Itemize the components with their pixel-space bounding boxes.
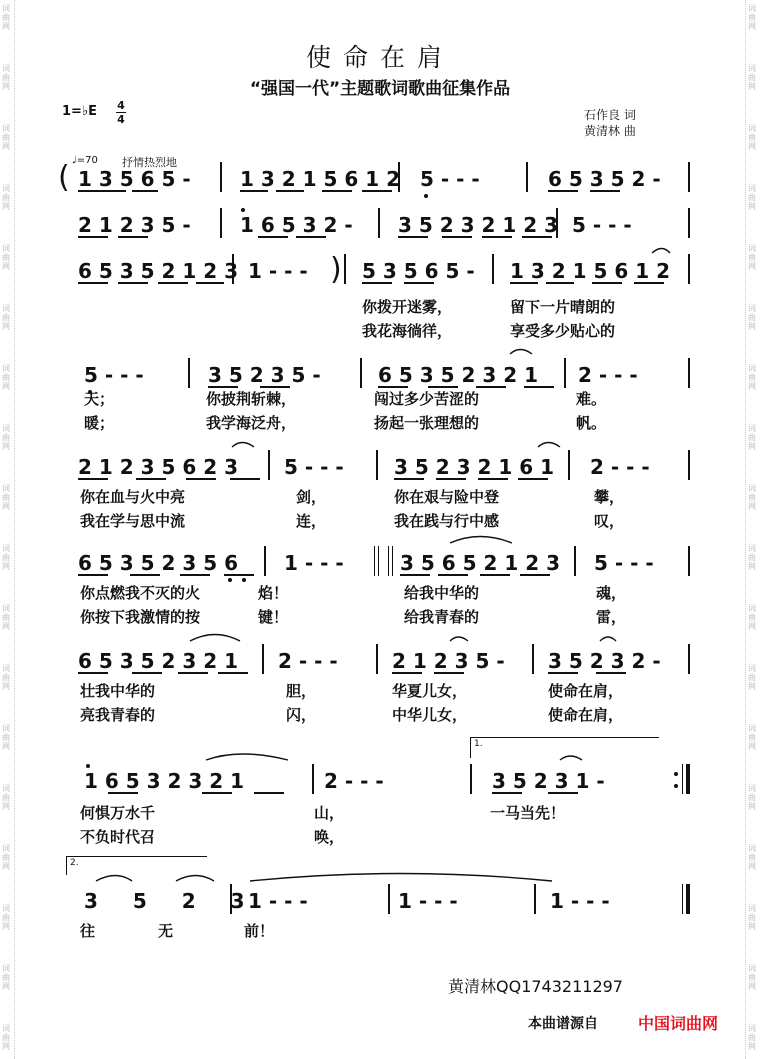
slur [232, 443, 254, 448]
lyric-line: 你点燃我不灭的火 [80, 584, 201, 602]
left-margin-watermark [0, 0, 15, 1059]
measure: 5 - - - [420, 167, 480, 191]
score-line-3 [78, 252, 690, 287]
song-subtitle: “强国一代”主题歌词歌曲征集作品 [249, 79, 511, 99]
lyric-line: 我花海徜徉， [362, 322, 453, 340]
measure: 1 3 5 6 5 - [78, 167, 191, 191]
slur [538, 443, 560, 448]
measure: 6 5 3 5 2 3 2 1 [78, 649, 239, 673]
lyric-line: 留下一片晴朗的 [510, 298, 616, 316]
lyric-line: 暖； [84, 414, 115, 432]
measure: 6 5 3 5 2 - [548, 167, 661, 191]
slur [450, 537, 512, 544]
lyric-line: 往 [80, 922, 96, 940]
score-line-8 [78, 768, 690, 794]
measure: 1 - - - [284, 551, 344, 575]
score-line-7 [78, 648, 690, 674]
score-line-2 [78, 212, 690, 238]
measure: 5 3 5 6 5 - [362, 259, 475, 283]
measure: 3 5 6 5 2 1 2 3 [400, 551, 561, 575]
meter-top: 4 [117, 99, 125, 112]
slur [206, 754, 288, 760]
lyric-line: 使命在肩， [548, 706, 624, 724]
measure: 1 - - - [248, 259, 308, 283]
measure: 5 - - - [84, 363, 144, 387]
slur [96, 876, 132, 882]
watermark-text: 词 曲 网 [2, 124, 10, 151]
watermark-text: 词 曲 网 [748, 4, 756, 31]
lyric-line: 闯过多少苦涩的 [374, 390, 480, 408]
watermark-text: 词 曲 网 [2, 604, 10, 631]
measure: 3 5 2 3 2 - [548, 649, 661, 673]
lyric-line: 难。 [576, 390, 607, 408]
slur [600, 637, 616, 641]
lyric-line: 我在学与思中流 [80, 512, 186, 530]
watermark-text: 词 曲 网 [748, 784, 756, 811]
lyric-line: 我学海泛舟， [206, 414, 297, 432]
measure: 5 - - - [572, 213, 632, 237]
watermark-text: 词 曲 网 [2, 364, 10, 391]
repeat-paren-close: ) [330, 252, 342, 287]
score-line-4 [78, 362, 690, 388]
lyric-line: 雷， [596, 608, 627, 626]
lyric-line: 闪， [286, 706, 317, 724]
measure: 2 - - - [278, 649, 338, 673]
watermark-text: 词 曲 网 [2, 244, 10, 271]
lyric-line: 键！ [258, 608, 289, 626]
repeat-paren-open: ( [58, 160, 70, 195]
watermark-text: 词 曲 网 [2, 1024, 10, 1051]
composer-credit: 黄清林 曲 [584, 124, 636, 138]
watermark-text: 词 曲 网 [2, 4, 10, 31]
watermark-text: 词 曲 网 [748, 184, 756, 211]
watermark-text: 词 曲 网 [2, 844, 10, 871]
measure: 3 5 2 3 5 - [208, 363, 321, 387]
watermark-text: 词 曲 网 [2, 664, 10, 691]
score-line-9 [78, 888, 690, 914]
lyric-line: 焰！ [258, 584, 289, 602]
watermark-text: 词 曲 网 [2, 64, 10, 91]
measure: 2 - - - [324, 769, 384, 793]
right-margin-watermark [745, 0, 760, 1059]
measure: 2 1 2 3 5 - [392, 649, 505, 673]
time-signature [116, 100, 126, 125]
measure: 1 3 2 1 5 6 1 2 [510, 259, 671, 283]
watermark-text: 词 曲 网 [2, 904, 10, 931]
measure: 3 5 2 3 2 1 6 1 [394, 455, 555, 479]
lyricist-credit: 石作良 词 [584, 108, 636, 122]
lyric-line: 扬起一张理想的 [374, 414, 480, 432]
second-ending-label: 2. [70, 858, 79, 868]
lyric-line: 给我中华的 [404, 584, 480, 602]
watermark-text: 词 曲 网 [748, 64, 756, 91]
watermark-text: 词 曲 网 [748, 244, 756, 271]
measure: 6 5 3 5 2 3 2 1 [378, 363, 539, 387]
lyric-line: 你披荆斩棘， [206, 390, 297, 408]
lyric-line: 山， [314, 804, 345, 822]
watermark-text: 词 曲 网 [748, 904, 756, 931]
measure: 6 5 3 5 2 1 2 3 [78, 259, 239, 283]
watermark-text: 词 曲 网 [2, 484, 10, 511]
measure: 2 - - - [578, 363, 638, 387]
watermark-text: 词 曲 网 [748, 364, 756, 391]
lyric-line: 你按下我激情的按 [80, 608, 201, 626]
first-ending-bracket [470, 737, 659, 758]
lyric-line: 唤， [314, 828, 345, 846]
source-label: 本曲谱源自 [528, 1016, 598, 1032]
measure: 2 1 2 3 5 - [78, 213, 191, 237]
lyric-line: 连， [296, 512, 327, 530]
watermark-text: 词 曲 网 [2, 424, 10, 451]
measure: 5 - - - [594, 551, 654, 575]
measure: 3 5 2 3 1 - [492, 769, 605, 793]
slur [652, 249, 670, 254]
lyric-line: 胆， [286, 682, 317, 700]
measure: 1 6 5 3 2 - [240, 213, 353, 237]
measure: 3 5 2 3 2 1 2 3 [398, 213, 559, 237]
lyric-line: 给我青春的 [404, 608, 480, 626]
watermark-text: 词 曲 网 [748, 544, 756, 571]
watermark-text: 词 曲 网 [748, 964, 756, 991]
song-title: 使命在肩 [305, 43, 454, 72]
measure: 1 - - - [398, 889, 458, 913]
lyric-line: 中华儿女， [392, 706, 468, 724]
lyric-line: 前！ [244, 922, 275, 940]
watermark-text: 词 曲 网 [2, 304, 10, 331]
lyric-line: 何惧万水千 [80, 804, 156, 822]
slur [190, 635, 240, 642]
lyric-line: 攀， [594, 488, 625, 506]
lyric-line: 魂， [596, 584, 627, 602]
watermark-text: 词 曲 网 [2, 544, 10, 571]
watermark-text: 词 曲 网 [748, 664, 756, 691]
tempo-mark: ♩=70 [72, 155, 98, 166]
measure: 1 - - - [248, 889, 308, 913]
measure: 2 1 2 3 5 6 2 3 [78, 455, 239, 479]
lyric-line: 不负时代召 [80, 828, 156, 846]
lyric-line: 天； [84, 390, 115, 408]
lyric-line: 享受多少贴心的 [510, 322, 616, 340]
watermark-text: 词 曲 网 [748, 124, 756, 151]
watermark-text: 词 曲 网 [748, 724, 756, 751]
second-ending-bracket [66, 856, 207, 875]
lyric-line: 无 [158, 922, 174, 940]
measure: 3 5 2 3 [84, 889, 259, 913]
score-line-6 [78, 550, 690, 576]
watermark-text: 词 曲 网 [2, 964, 10, 991]
measure: 1 3 2 1 5 6 1 2 [240, 167, 401, 191]
watermark-text: 词 曲 网 [748, 424, 756, 451]
first-ending-label: 1. [474, 739, 483, 749]
watermark-text: 词 曲 网 [748, 1024, 756, 1051]
expression-mark: 抒情热烈地 [122, 156, 177, 169]
score-line-5 [78, 454, 690, 480]
watermark-text: 词 曲 网 [748, 844, 756, 871]
lyric-line: 你在血与火中亮 [80, 488, 186, 506]
lyric-line: 我在践与行中感 [394, 512, 500, 530]
measure: 1 6 5 3 2 3 2 1 [84, 769, 245, 793]
lyric-line: 帆。 [576, 414, 607, 432]
lyric-line: 壮我中华的 [80, 682, 156, 700]
lyric-line: 亮我青春的 [80, 706, 156, 724]
watermark-text: 词 曲 网 [748, 604, 756, 631]
measure: 6 5 3 5 2 3 5 6 [78, 551, 239, 575]
measure: 1 - - - [550, 889, 610, 913]
watermark-text: 词 曲 网 [748, 304, 756, 331]
lyric-line: 华夏儿女， [392, 682, 468, 700]
measure: 5 - - - [284, 455, 344, 479]
arranger-credit: 黄清林QQ1743211297 [448, 977, 623, 996]
slur [250, 874, 552, 882]
lyric-line: 剑， [296, 488, 327, 506]
watermark-text: 词 曲 网 [2, 184, 10, 211]
watermark-text: 词 曲 网 [2, 784, 10, 811]
slur [450, 637, 468, 641]
lyric-line: 一马当先！ [490, 804, 566, 822]
lyric-line: 你在艰与险中登 [394, 488, 500, 506]
watermark-text: 词 曲 网 [748, 484, 756, 511]
slur [510, 350, 532, 355]
meter-bottom: 4 [117, 113, 125, 126]
slur [176, 876, 214, 882]
key-signature: 1=♭E [62, 104, 97, 119]
lyric-line: 使命在肩， [548, 682, 624, 700]
measure: 2 - - - [590, 455, 650, 479]
lyric-line: 你拨开迷雾， [362, 298, 453, 316]
site-name: 中国词曲网 [638, 1014, 719, 1033]
lyric-line: 叹， [594, 512, 625, 530]
watermark-text: 词 曲 网 [2, 724, 10, 751]
